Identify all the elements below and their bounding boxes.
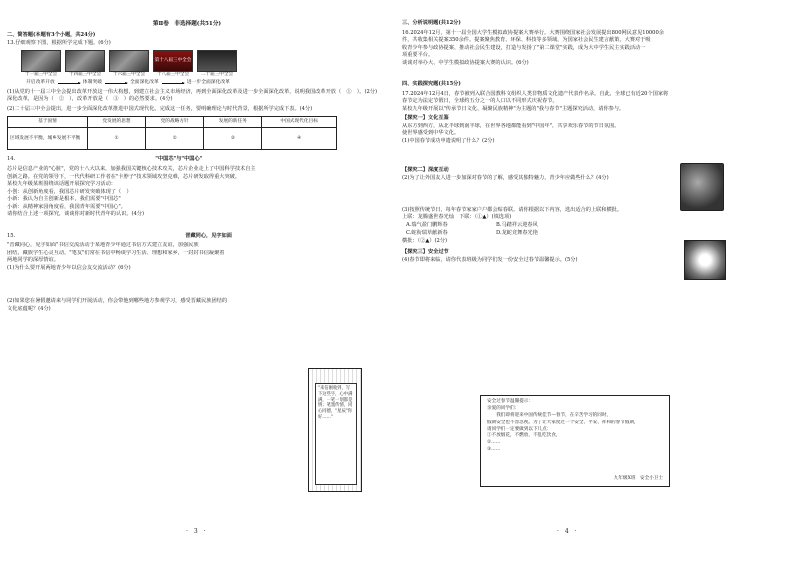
photo-plenum-18: 第十八届三中全会: [153, 50, 193, 72]
q17-task: 某校九年级开展以"传承节日文化、凝聚民族精神"为主题的"我与春节"主题探究活动，请你参与。: [402, 105, 625, 112]
q14-task: 某校九年级某班围绕该话题开展探究学习活动：: [7, 181, 116, 188]
q16-material1: 16.2024年12月，第十一届全国大学生模拟政协提案大赛举行。大赛围绕国家社会发展提出800网民意见10000余: [402, 29, 664, 36]
explore1-text1: 从东方到西方，从北半球到南半球，在世界各地都能看到"中国年"，共享欢乐春节的节日氛围。: [402, 122, 620, 129]
page-number-left: ·3·: [186, 528, 212, 536]
q16-material3: 收青少年参与政协提案、推动社会民生建设，打造与发扬了"第二课堂"实践，成为大中学生民主实践活动一: [402, 44, 646, 51]
q13-captions: [21, 72, 367, 78]
q15-sub2b: 文化底蕴呢？(4分): [7, 305, 51, 312]
explore1-question: (1)中国春节成功申遗说明了什么？(2分): [402, 137, 495, 144]
q15-material3: 两地同学的深厚情谊。: [7, 257, 59, 264]
caption-1: 十一届三中全会: [24, 72, 58, 78]
photo-plenum-16: [109, 50, 149, 72]
photo-plenum-11: [21, 50, 61, 72]
q13-sub1b: 深化改革，是因为（ ② ），改革开放是（ ③ ）的必然要求。(4分): [7, 96, 173, 103]
q15-material2: 团结，藏族学生心灵互动，"笔友"们常在书信中畅谈学习生活、理想和家乡，一封封书信凝聚着: [7, 249, 225, 256]
q16-material4: 项重要平台。: [402, 52, 434, 59]
letter-text: "来信刚收到，写下这些字，心中满满，一笔一划都是情；笔墨传情，同心同德，"星辰"你好……": [315, 383, 357, 485]
q13-sub1: (1)从党的十一届三中全会提出改革开放这一伟大构想，到建立社会主义市场经济，再到全面深化改革及进一步全面深化改革，说明我国改革开放（ ① ）。(2分): [7, 88, 378, 95]
explore3-title: 【探究三】安全过节: [402, 249, 449, 256]
q14-heading: [7, 156, 367, 164]
option-c: C.蛇衔瑞草献新春: [406, 230, 448, 237]
q15-heading: [7, 233, 367, 241]
q15-title: 晋藏同心，见字如面: [185, 232, 232, 239]
table-header-cell: 发展的新任务: [204, 117, 262, 128]
explore2-hengpi: 横批：（②▲）(2分): [402, 237, 448, 244]
table-header-cell: 中国式现代化目标: [262, 117, 337, 128]
q14-sub1: 小创：从创新角度看，我国芯片研发突破体现了（ ）: [7, 188, 132, 195]
part4-header: 四、实践探究题(共15分): [402, 81, 461, 88]
flow-step-4: 进一步全面深化改革: [186, 79, 230, 85]
q14-title: "中国芯"与"中国心": [155, 156, 203, 163]
notice-body3: 请同学们一定要做到以下几点：: [487, 426, 552, 432]
q17-material1: 17.2024年12月4日，春节被列入联合国教科文组织人类非物质文化遗产代表作名录。自此，全球已有近20个国家将: [402, 90, 669, 97]
q14-sub4: 请你结合上述一项探究，谈谈你对新时代青年的认识。(4分): [7, 211, 145, 218]
table-header-cell: 党发展的思想: [88, 117, 146, 128]
table-cell: ②: [146, 128, 204, 150]
q17-material2: 春节定为法定节假日，全球约五分之一的人口以不同形式庆祝春节。: [402, 98, 558, 105]
option-d: D.龙蛇竞舞春光艳: [496, 230, 538, 237]
explore2-question: (2)为了让外国友人进一步加深对春节的了解，感受其独特魅力，青少年应做些什么？(4分): [402, 174, 609, 181]
table-cell: 区域发展不平衡，城乡发展不平衡: [8, 128, 88, 150]
explore2-title: 【探究二】深度互动: [402, 167, 449, 174]
explore2-q3-line2: 上联：龙腾盛世春光灿 下联：（①▲）(填选项): [402, 214, 512, 221]
flow-step-2: 体制突破: [82, 79, 102, 85]
right-page: [397, 0, 794, 561]
notice-rule2: ②……: [487, 440, 501, 446]
caption-4: 十八届三中全会: [156, 72, 190, 78]
photo-plenum-14: [65, 50, 105, 72]
q13-flow: [23, 80, 367, 87]
q14-sub2: 小新：我认为自主创新是根本，我们需要"中国芯": [7, 196, 121, 203]
right-page-content: [402, 20, 787, 264]
flow-step-1: 开启改革开放: [26, 79, 55, 85]
spring-festival-photo: [680, 163, 724, 211]
option-a: A.瑞气盈门鹏辉春: [406, 221, 448, 228]
caption-3: 十六届三中全会: [112, 72, 146, 78]
explore2-q3-line1: (3)按照传统节日，每年春节家家户户都会贴春联。请你根据以下内容，选出适合的上联和横批。: [402, 206, 623, 213]
explore1-text2: 使世界感受到中华文化。: [402, 130, 460, 137]
table-cell: ③: [204, 128, 262, 150]
q15-sub1: (1)为什么要开展两地青少年以信会友交流活动？(6分): [7, 264, 131, 271]
q15-letter-illustration: [308, 368, 362, 492]
photo-plenum-20: [197, 50, 237, 72]
q15-material1: "晋藏同心，见字如面"书信交流活动于某地青少年通过书信方式建立友谊，加强民族: [7, 242, 199, 249]
table-cell: ①: [88, 128, 146, 150]
section-title: 第Ⅱ卷 非选择题(共51分): [152, 21, 222, 27]
table-header-cell: 党的战略方针: [146, 117, 204, 128]
notice-rule3: ③……: [487, 447, 501, 453]
arrow-right-icon: [162, 83, 184, 84]
part2-header: 二、简答题(本题有3个小题，共24分): [7, 32, 96, 39]
notice-rule1: ①不放烟花，不燃放，不乱吃饮食，: [487, 433, 561, 439]
q13-photo-strip: [21, 50, 367, 72]
flow-step-3: 全面深化改革: [130, 79, 159, 85]
caption-5: 二十届三中全会: [200, 72, 234, 78]
cultural-exchange-illustration: [684, 240, 726, 280]
q14-material2: 创新之路。在党的领导下，一代代科研工作者在"卡脖子"技术领域攻坚克难，芯片研发取得重大突破。: [7, 173, 241, 180]
notice-body1: 我们即将迎来中国传统佳节—春节，在辛苦学习的同时，: [487, 412, 612, 418]
couplet-options: [406, 222, 787, 238]
q14-sub3: 小新：从精神家园角度看，我国青年需要"中国心"。: [7, 203, 126, 210]
q14-number: 14.: [7, 156, 16, 163]
table-header-cell: 基于国情: [8, 117, 88, 128]
table-row: [8, 128, 337, 150]
q13-table: [7, 116, 337, 150]
part3-header: 三、分析说明题(共12分): [402, 20, 461, 26]
explore3-question: (4)春节即将来临，请你代表班级为同学们发一份安全过春节温馨提示。(5分): [402, 256, 578, 263]
q15-number: 15.: [7, 232, 16, 239]
notice-signature: 九年级X班 安全小卫士: [613, 476, 663, 482]
q13-sub2: (2)二十届三中全会提出，进一步全面深化改革推进中国式现代化。完成这一任务，要明确理论与时代背景，根据所学完成下表。(4分): [7, 105, 313, 112]
notice-title: 安全过春节温馨提示：: [487, 399, 533, 404]
explore1-title: 【探究一】文化互鉴: [402, 115, 449, 122]
arrow-right-icon: [58, 83, 80, 84]
table-header-row: [8, 117, 337, 128]
q15-sub2: (2)如果您在暑假邀请来与同学们开展活动，你会带他到哪些地方参观学习，感受晋藏民族团结的: [7, 298, 228, 305]
caption-2: 十四届三中全会: [68, 72, 102, 78]
notice-greeting: 亲爱的同学们：: [487, 405, 520, 411]
left-page-content: [7, 20, 378, 313]
q13-stem: 13.仔细观察下图，根据所学完成下题。(6分): [7, 39, 111, 46]
q16-question: 谈谈对举办大、中学生模拟政协提案大赛的认识。(6分): [402, 59, 529, 66]
safety-notice-box: [480, 395, 670, 487]
notice-body2: 假期安全也不容忽视。为了让大家度过一个安全、平安、祥和的春节假期，: [487, 419, 639, 425]
q14-material1: 芯片是信息产业的"心脏"，党的十八大以来，加强我国关键核心技术攻关，芯片企业走上了中国科学技术自主: [7, 165, 256, 172]
arrow-right-icon: [105, 83, 127, 84]
q16-material2: 件，共收集相关提案350余件。提案聚焦教育、环保、科技等多领域，为国家社会民生建言献策，大赛对于吸: [402, 37, 651, 44]
page-number-right: ·4·: [557, 528, 583, 536]
option-b: B.马踏祥云迎春风: [496, 221, 538, 228]
table-cell: ④: [262, 128, 337, 150]
